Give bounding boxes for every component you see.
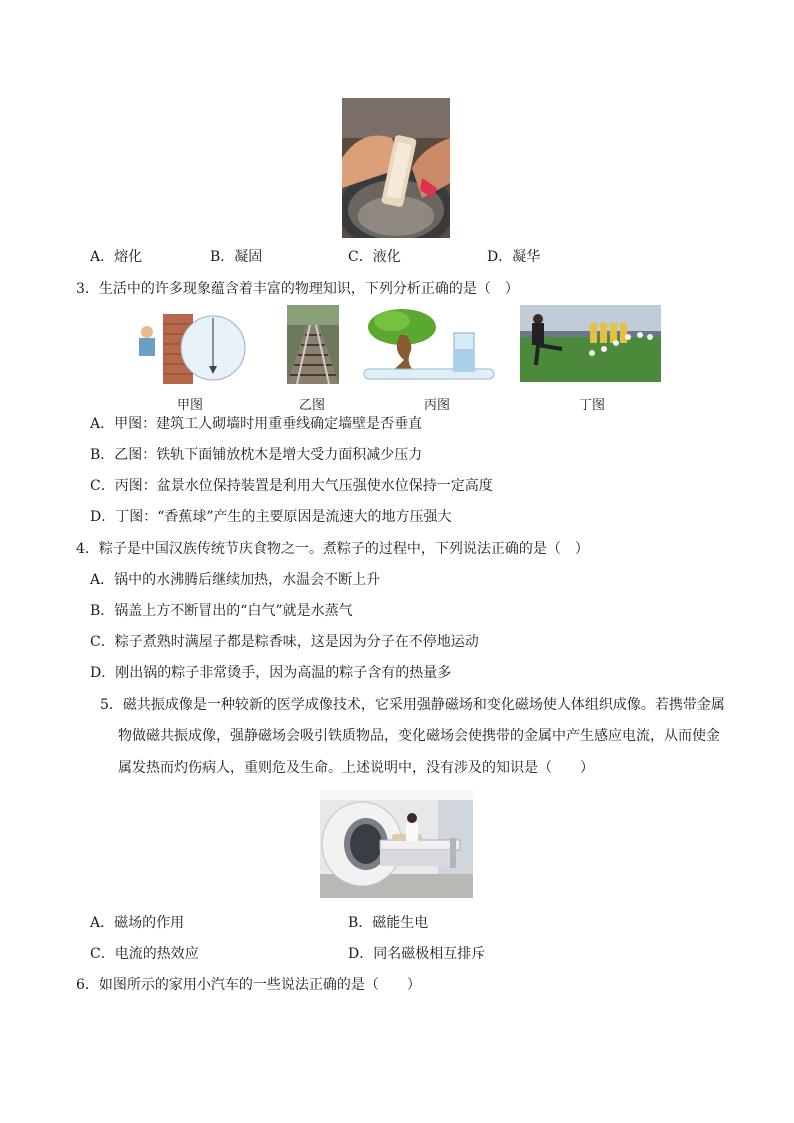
q2-option-d: D．凝华 <box>487 249 541 265</box>
q2-option-c: C．液化 <box>348 249 401 265</box>
q3-option-c: C．丙图：盆景水位保持装置是利用大气压强使水位保持一定高度 <box>90 478 493 494</box>
caption-jia: 甲图 <box>176 398 203 413</box>
caption-ding: 丁图 <box>578 398 605 413</box>
ice-pop-photo <box>342 98 450 238</box>
q3-stem: 3．生活中的许多现象蕴含着丰富的物理知识，下列分析正确的是（ ） <box>76 281 519 297</box>
q4-option-b: B．锅盖上方不断冒出的“白气”就是水蒸气 <box>90 603 353 619</box>
caption-bing: 丙图 <box>423 398 450 413</box>
figure-ding-banana-ball <box>520 305 661 382</box>
q5-option-a: A．磁场的作用 <box>90 915 185 931</box>
q4-option-c: C．粽子煮熟时满屋子都是粽香味，这是因为分子在不停地运动 <box>90 634 479 650</box>
q5-option-b: B．磁能生电 <box>348 915 429 931</box>
q4-option-d: D．刚出锅的粽子非常烫手，因为高温的粽子含有的热量多 <box>90 665 452 681</box>
q5-stem-line-1: 5．磁共振成像是一种较新的医学成像技术，它采用强静磁场和变化磁场使人体组织成像。若携带金属 <box>100 697 725 713</box>
figure-jia-plumb-line <box>133 310 251 384</box>
q5-stem-line-2: 物做磁共振成像，强静磁场会吸引铁质物品，变化磁场会使携带的金属中产生感应电流，从而使金 <box>118 728 720 744</box>
mri-machine-photo <box>320 790 473 898</box>
q4-stem: 4．粽子是中国汉族传统节庆食物之一。煮粽子的过程中，下列说法正确的是（ ） <box>76 541 589 557</box>
q3-option-b: B．乙图：铁轨下面铺放枕木是增大受力面积减少压力 <box>90 447 423 463</box>
q5-option-d: D．同名磁极相互排斥 <box>348 946 486 962</box>
caption-yi: 乙图 <box>298 398 325 413</box>
q2-option-a: A．熔化 <box>90 249 143 265</box>
q3-option-d: D．丁图：“香蕉球”产生的主要原因是流速大的地方压强大 <box>90 509 452 525</box>
q5-stem-line-3: 属发热而灼伤病人，重则危及生命。上述说明中，没有涉及的知识是（ ） <box>118 760 594 776</box>
q3-option-a: A．甲图：建筑工人砌墙时用重垂线确定墙壁是否垂直 <box>90 416 423 432</box>
figure-bing-bonsai <box>362 305 496 384</box>
q2-option-b: B．凝固 <box>210 249 263 265</box>
figure-yi-railway <box>287 305 339 384</box>
q4-option-a: A．锅中的水沸腾后继续加热，水温会不断上升 <box>90 572 381 588</box>
q5-option-c: C．电流的热效应 <box>90 946 199 962</box>
q6-stem: 6．如图所示的家用小汽车的一些说法正确的是（ ） <box>76 977 421 993</box>
